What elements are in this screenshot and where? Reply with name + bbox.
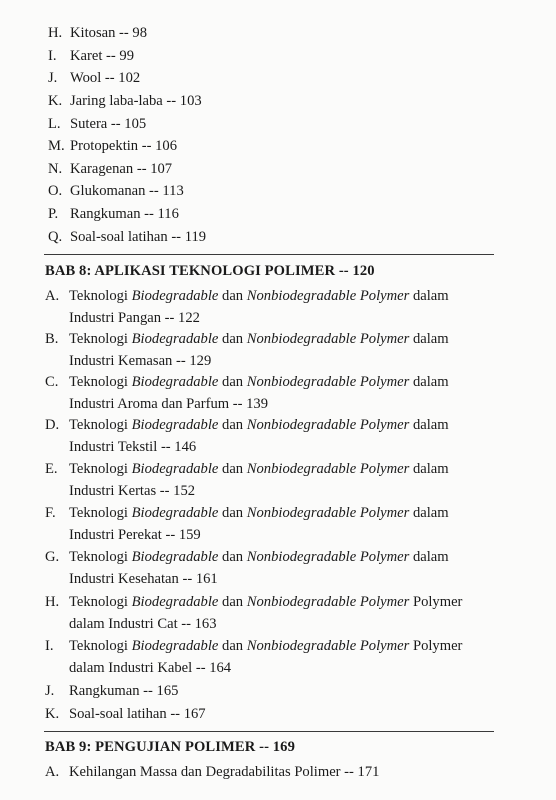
item-line-2: Industri Pangan -- 122 [69, 310, 200, 326]
item-line-2: Industri Tekstil -- 146 [69, 439, 197, 455]
item-letter: J. [48, 70, 58, 86]
item-line-2: Industri Perekat -- 159 [69, 527, 201, 543]
item-letter: E. [45, 461, 58, 477]
item-letter: N. [48, 161, 63, 177]
chapter-9-heading: BAB 9: PENGUJIAN POLIMER -- 169 [45, 739, 295, 755]
item-letter: C. [45, 374, 59, 390]
item-letter: G. [45, 549, 60, 565]
item-letter: I. [48, 48, 57, 64]
item-text: Rangkuman -- 116 [70, 206, 179, 222]
list-item [45, 504, 505, 546]
list-item [45, 548, 505, 590]
item-letter: L. [48, 116, 61, 132]
item-letter: K. [48, 93, 63, 109]
item-letter: H. [45, 594, 60, 610]
item-text: Kehilangan Massa dan Degradabilitas Polimer -- 171 [69, 764, 380, 780]
item-text: Protopektin -- 106 [70, 138, 178, 154]
item-line-2: dalam Industri Kabel -- 164 [69, 660, 232, 676]
list-item [45, 593, 505, 635]
item-text: Jaring laba-laba -- 103 [70, 93, 202, 109]
list-item [45, 637, 505, 679]
item-letter: K. [45, 706, 60, 722]
item-line-2: Industri Kesehatan -- 161 [69, 571, 218, 587]
item-line-2: Industri Kertas -- 152 [69, 483, 196, 499]
item-line-1: Teknologi Biodegradable dan Nonbiodegradable Polymer Polymer [69, 594, 463, 610]
item-line-2: Industri Aroma dan Parfum -- 139 [69, 396, 269, 412]
item-letter: A. [45, 288, 60, 304]
item-text: Kitosan -- 98 [70, 25, 148, 41]
item-text: Rangkuman -- 165 [69, 683, 179, 699]
list-item [45, 330, 505, 372]
divider [44, 731, 494, 732]
item-line-1: Teknologi Biodegradable dan Nonbiodegradable Polymer dalam [69, 417, 449, 433]
chapter-8-heading: BAB 8: APLIKASI TEKNOLOGI POLIMER -- 120 [45, 263, 375, 279]
item-line-1: Teknologi Biodegradable dan Nonbiodegradable Polymer dalam [69, 505, 449, 521]
item-line-1: Teknologi Biodegradable dan Nonbiodegradable Polymer dalam [69, 288, 449, 304]
item-line-1: Teknologi Biodegradable dan Nonbiodegradable Polymer dalam [69, 331, 449, 347]
item-line-1: Teknologi Biodegradable dan Nonbiodegradable Polymer dalam [69, 549, 449, 565]
item-text: Soal-soal latihan -- 167 [69, 706, 206, 722]
item-line-1: Teknologi Biodegradable dan Nonbiodegradable Polymer dalam [69, 374, 449, 390]
item-text: Wool -- 102 [70, 70, 141, 86]
list-item [45, 460, 505, 502]
item-letter: P. [48, 206, 59, 222]
item-letter: D. [45, 417, 60, 433]
item-line-2: dalam Industri Cat -- 163 [69, 616, 217, 632]
divider [44, 254, 494, 255]
item-text: Glukomanan -- 113 [70, 183, 184, 199]
list-item [45, 416, 505, 458]
item-line-1: Teknologi Biodegradable dan Nonbiodegradable Polymer dalam [69, 461, 449, 477]
item-letter: Q. [48, 229, 63, 245]
item-text: Soal-soal latihan -- 119 [70, 229, 207, 245]
item-letter: B. [45, 331, 59, 347]
item-letter: M. [48, 138, 65, 154]
list-item [45, 287, 505, 329]
item-text: Karet -- 99 [70, 48, 135, 64]
item-line-1: Teknologi Biodegradable dan Nonbiodegradable Polymer Polymer [69, 638, 463, 654]
item-text: Karagenan -- 107 [70, 161, 173, 177]
item-letter: F. [45, 505, 56, 521]
item-line-2: Industri Kemasan -- 129 [69, 353, 212, 369]
list-item [45, 373, 505, 415]
item-letter: A. [45, 764, 60, 780]
item-letter: H. [48, 25, 63, 41]
item-letter: I. [45, 638, 54, 654]
item-text: Sutera -- 105 [70, 116, 147, 132]
item-letter: J. [45, 683, 55, 699]
item-letter: O. [48, 183, 63, 199]
